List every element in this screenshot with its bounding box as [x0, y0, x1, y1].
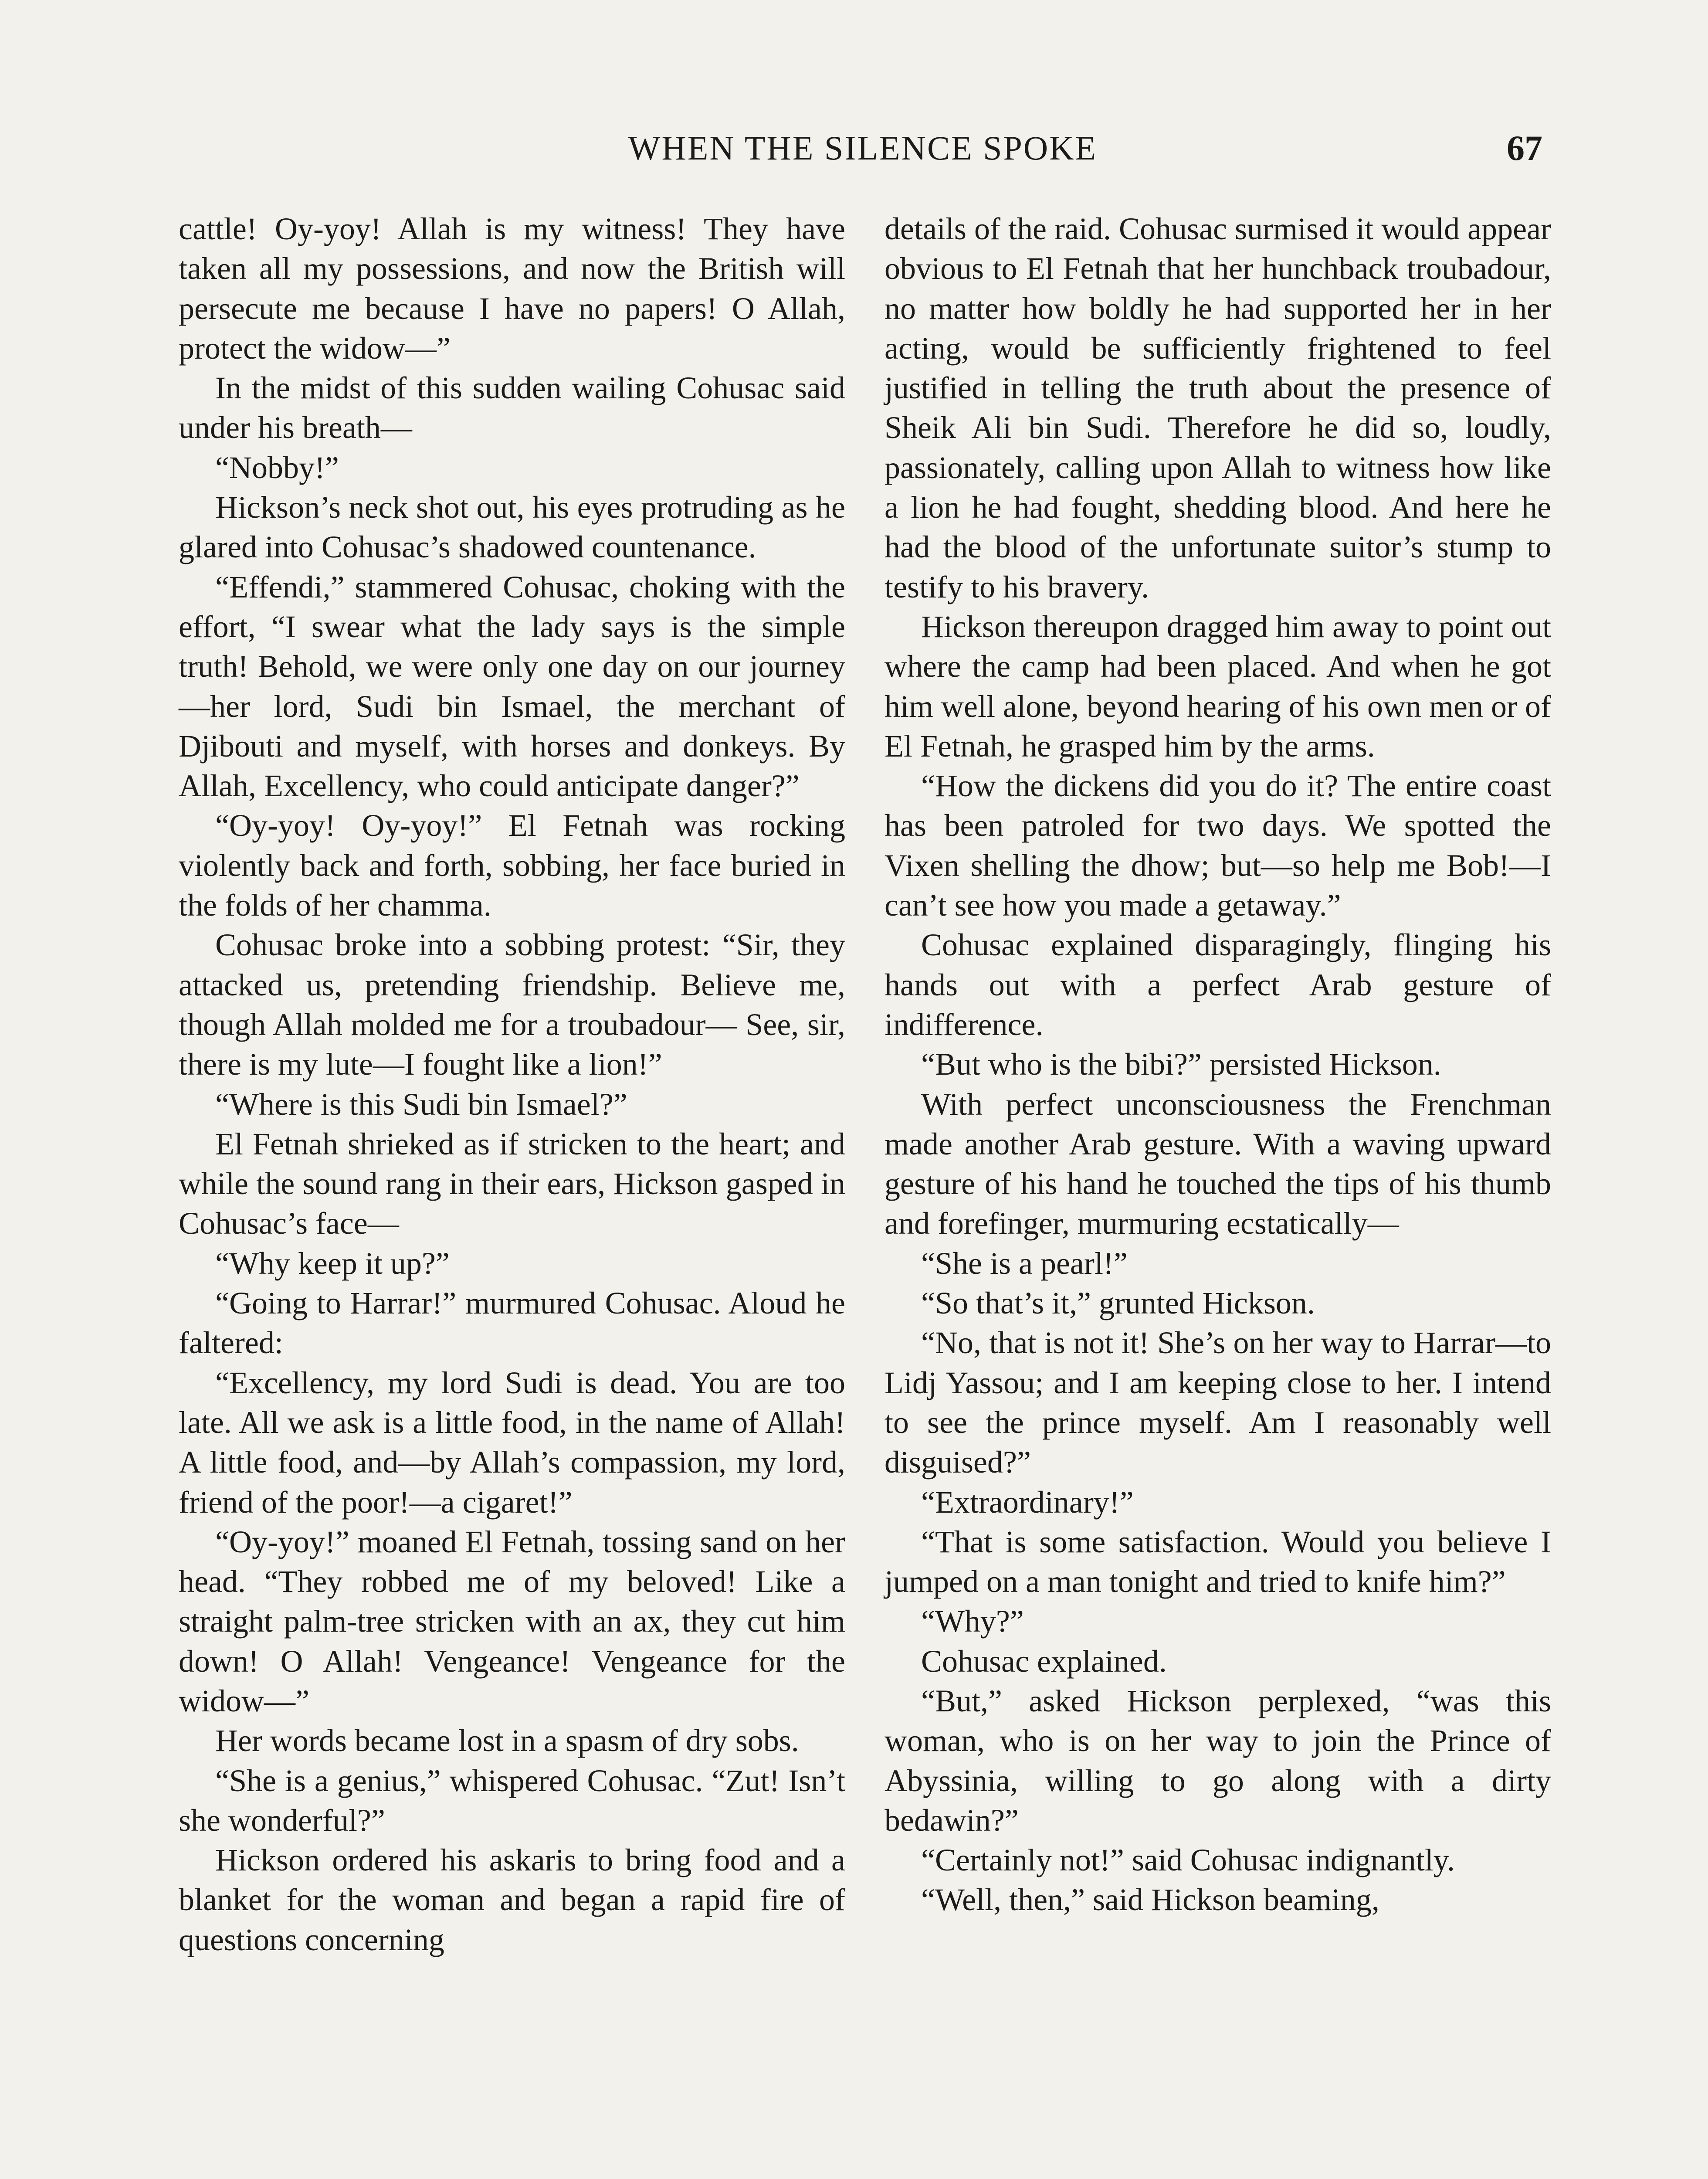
paragraph: El Fetnah shrieked as if stricken to the heart; and while the sound rang in their ears, Hickson gasped in Cohusac’s face— — [179, 1126, 845, 1241]
paragraph: Cohusac broke into a sobbing protest: “Sir, they attacked us, pretending friendship. Believe me, though Allah molded me for a troubadour— See, sir, there is my lute—I fought like a lion!” — [179, 927, 845, 1082]
paragraph: Hickson thereupon dragged him away to point out where the camp had been placed. And when he got him well alone, beyond hearing of his own men or of El Fetnah, he grasped him by the arms. — [884, 609, 1551, 764]
paragraph: “Where is this Sudi bin Ismael?” — [215, 1086, 627, 1122]
paragraph: “No, that is not it! She’s on her way to Harrar—to Lidj Yassou; and I am keeping close to her. I intend to see the prince myself. Am I reasonably well disguised?” — [884, 1325, 1551, 1480]
paragraph: “Excellency, my lord Sudi is dead. You are too late. All we ask is a little food, in the name of Allah! A little food, and—by Allah’s compassion, my lord, friend of the poor!—a cigaret!” — [179, 1365, 845, 1520]
paragraph: “Extraordinary!” — [921, 1484, 1134, 1520]
paragraph: “But who is the bibi?” persisted Hickson. — [921, 1047, 1441, 1082]
paragraph: “Nobby!” — [215, 450, 339, 485]
paragraph: “Why keep it up?” — [215, 1246, 450, 1281]
paragraph: Her words became lost in a spasm of dry sobs. — [215, 1723, 799, 1758]
paragraph: “She is a genius,” whispered Cohusac. “Zut! Isn’t she wonderful?” — [179, 1763, 845, 1838]
paragraph: “Going to Harrar!” murmured Cohusac. Aloud he faltered: — [179, 1286, 845, 1361]
text-column-left — [179, 209, 845, 1960]
paragraph: “Oy-yoy!” moaned El Fetnah, tossing sand on her head. “They robbed me of my beloved! Like a straight palm-tree stricken with an ax, they cut him down! O Allah! Vengeance! Vengeance for the widow—” — [179, 1524, 845, 1718]
paragraph: Hickson’s neck shot out, his eyes protruding as he glared into Cohusac’s shadowed countenance. — [179, 490, 845, 565]
paragraph: Cohusac explained disparagingly, flinging his hands out with a perfect Arab gesture of indifference. — [884, 927, 1551, 1042]
text-column-right — [884, 209, 1551, 1920]
paragraph: “Certainly not!” said Cohusac indignantly. — [921, 1843, 1455, 1878]
paragraph: details of the raid. Cohusac surmised it would appear obvious to El Fetnah that her hunchback troubadour, no matter how boldly he had supported her in her acting, would be sufficiently frightened to feel justified in telling the truth about the presence of Sheik Ali bin Sudi. Therefore he did so, loudly, passionately, calling upon Allah to witness how like a lion he had fought, shedding blood. And here he had the blood of the unfortunate suitor’s stump to testify to his bravery. — [884, 211, 1551, 604]
paragraph: “So that’s it,” grunted Hickson. — [921, 1286, 1315, 1321]
paragraph: “But,” asked Hickson perplexed, “was this woman, who is on her way to join the Prince of Abyssinia, willing to go along with a dirty bedawin?” — [884, 1683, 1551, 1838]
paragraph: Hickson ordered his askaris to bring food and a blanket for the woman and began a rapid fire of questions concerning — [179, 1843, 845, 1957]
paragraph: “Oy-yoy! Oy-yoy!” El Fetnah was rocking violently back and forth, sobbing, her face buried in the folds of her chamma. — [179, 808, 845, 923]
paragraph: “She is a pearl!” — [921, 1246, 1128, 1281]
paragraph: “How the dickens did you do it? The entire coast has been patroled for two days. We spotted the Vixen shelling the dhow; but—so help me Bob!—I can’t see how you made a getaway.” — [884, 768, 1551, 923]
running-head — [0, 124, 1708, 172]
paragraph: “Well, then,” said Hickson beaming, — [921, 1882, 1379, 1918]
page-number: 67 — [1507, 128, 1542, 168]
paragraph: Cohusac explained. — [921, 1643, 1167, 1679]
paragraph: “That is some satisfaction. Would you believe I jumped on a man tonight and tried to knife him?” — [884, 1524, 1551, 1599]
paragraph: “Why?” — [921, 1604, 1024, 1639]
running-title: WHEN THE SILENCE SPOKE — [628, 129, 1098, 167]
paragraph: With perfect unconsciousness the Frenchman made another Arab gesture. With a waving upward gesture of his hand he touched the tips of his thumb and forefinger, murmuring ecstatically— — [884, 1086, 1551, 1241]
paragraph: In the midst of this sudden wailing Cohusac said under his breath— — [179, 370, 845, 445]
paragraph: “Effendi,” stammered Cohusac, choking with the effort, “I swear what the lady says is the simple truth! Behold, we were only one day on our journey—her lord, Sudi bin Ismael, the merchant of Djibouti and myself, with horses and donkeys. By Allah, Excellency, who could anticipate danger?” — [179, 569, 845, 804]
paragraph: cattle! Oy-yoy! Allah is my witness! They have taken all my possessions, and now the British will persecute me because I have no papers! O Allah, protect the widow—” — [179, 211, 845, 366]
